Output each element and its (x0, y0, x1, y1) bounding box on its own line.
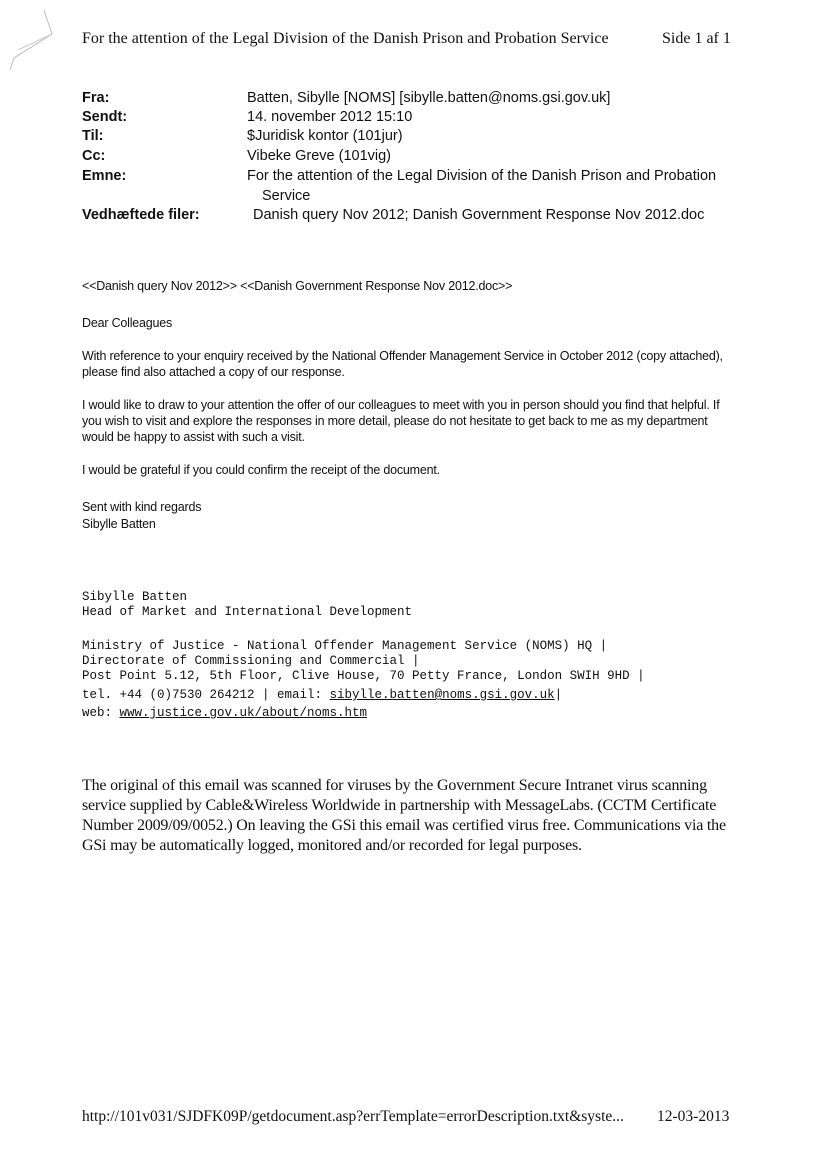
attachments-label: Vedhæftede filer: (82, 207, 200, 223)
signature-email-link[interactable]: sibylle.batten@noms.gsi.gov.uk (329, 688, 555, 702)
attachments-value: Danish query Nov 2012; Danish Government Response Nov 2012.doc (253, 207, 705, 223)
signature-role: Head of Market and International Development (82, 605, 413, 619)
sent-value: 14. november 2012 15:10 (247, 109, 413, 125)
disclaimer: The original of this email was scanned for viruses by the Government Secure Intranet virus scanning service supplied by Cable&Wireless Worldwide in partnership with MessageLabs. (CCTM Certificate Number 2009/09/0052.) On leaving the GSi this email was certified virus free. Communications via the GSi may be automatically logged, monitored and/or recorded for legal purposes. (82, 777, 726, 854)
closing: Sent with kind regards (82, 500, 202, 514)
signature-org-line-1: Ministry of Justice - National Offender Management Service (NOMS) HQ | (82, 639, 608, 653)
footer-url: http://101v031/SJDFK09P/getdocument.asp?errTemplate=errorDescription.txt&syste... (82, 1108, 624, 1125)
cc-value: Vibeke Greve (101vig) (247, 148, 392, 164)
page-number: Side 1 af 1 (662, 30, 731, 47)
cc-label: Cc: (82, 148, 106, 164)
sent-label: Sendt: (82, 109, 128, 125)
to-value: $Juridisk kontor (101jur) (247, 128, 403, 144)
subject-label: Emne: (82, 168, 127, 184)
signature-web-label: web: (82, 706, 120, 720)
body-paragraph-1: With reference to your enquiry received by the National Offender Management Service in October 2012 (copy attached), please find also attached a copy of our response. (82, 349, 723, 379)
signature-web-link[interactable]: www.justice.gov.uk/about/noms.htm (119, 706, 368, 720)
attachments-line: <<Danish query Nov 2012>> <<Danish Government Response Nov 2012.doc>> (82, 279, 513, 293)
subject-value-line2: Service (262, 188, 311, 204)
subject-value-line1: For the attention of the Legal Division of the Danish Prison and Probation (247, 168, 717, 184)
signature-tel: tel. +44 (0)7530 264212 | email: (82, 688, 330, 702)
greeting: Dear Colleagues (82, 316, 173, 330)
page-header-title: For the attention of the Legal Division of the Danish Prison and Probation Service (82, 30, 609, 47)
page-corner-mark (4, 8, 64, 72)
signature-email-suffix: | (554, 688, 563, 702)
signature-web-line (82, 706, 367, 721)
footer-date: 12-03-2013 (657, 1108, 730, 1125)
from-value: Batten, Sibylle [NOMS] [sibylle.batten@noms.gsi.gov.uk] (247, 90, 611, 106)
closing-name: Sibylle Batten (82, 517, 156, 531)
signature-name: Sibylle Batten (82, 590, 188, 604)
to-label: Til: (82, 128, 104, 144)
from-label: Fra: (82, 90, 110, 106)
body-paragraph-2: I would like to draw to your attention the offer of our colleagues to meet with you in person should you find that helpful. If you wish to visit and explore the responses in more detail, please do not hesitate to get back to me as my department would be happy to assist with such a visit. (82, 398, 720, 444)
body-paragraph-3: I would be grateful if you could confirm the receipt of the document. (82, 463, 440, 477)
signature-contact-line (82, 688, 562, 703)
signature-org-line-2: Directorate of Commissioning and Commercial | (82, 654, 420, 668)
signature-address: Post Point 5.12, 5th Floor, Clive House, 70 Petty France, London SWIH 9HD | (82, 669, 645, 683)
